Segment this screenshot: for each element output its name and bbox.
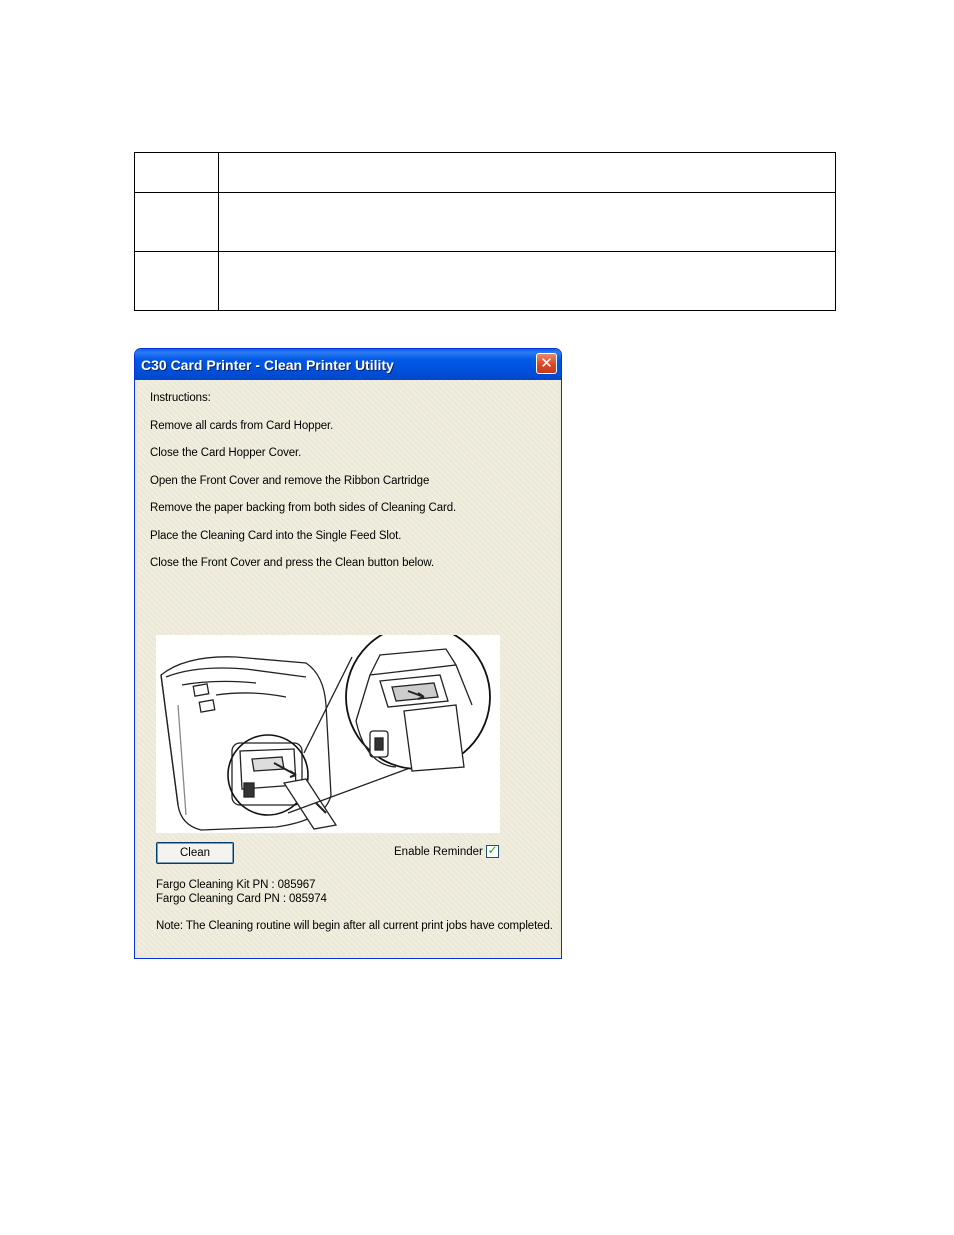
clean-button-label: Clean bbox=[179, 847, 211, 859]
step-cell bbox=[135, 153, 219, 193]
dialog-title: C30 Card Printer - Clean Printer Utility bbox=[141, 357, 394, 373]
clean-printer-dialog bbox=[134, 348, 562, 959]
title-bar[interactable] bbox=[135, 349, 561, 380]
instructions-heading: Instructions: bbox=[150, 392, 211, 404]
clean-button[interactable] bbox=[156, 842, 234, 864]
step-desc-cell bbox=[219, 153, 836, 193]
close-icon: ✕ bbox=[540, 354, 553, 372]
dialog-client-area bbox=[138, 380, 558, 955]
cleaning-card-pn: Fargo Cleaning Card PN : 085974 bbox=[156, 893, 327, 905]
enable-reminder-checkbox[interactable] bbox=[486, 845, 499, 858]
cleaning-kit-pn: Fargo Cleaning Kit PN : 085967 bbox=[156, 879, 316, 891]
instruction-line: Remove the paper backing from both sides of Cleaning Card. bbox=[150, 502, 457, 514]
step-cell bbox=[135, 252, 219, 311]
card-printer-cleaning-illustration bbox=[156, 635, 500, 833]
step-cell bbox=[135, 193, 219, 252]
instruction-line: Place the Cleaning Card into the Single Feed Slot. bbox=[150, 530, 402, 542]
instruction-line: Close the Front Cover and press the Clean button below. bbox=[150, 557, 435, 569]
cleaning-note: Note: The Cleaning routine will begin after all current print jobs have completed. bbox=[156, 920, 553, 932]
step-desc-cell bbox=[219, 252, 836, 311]
instruction-line: Close the Card Hopper Cover. bbox=[150, 447, 302, 459]
close-button[interactable] bbox=[536, 353, 557, 374]
step-desc-cell bbox=[219, 193, 836, 252]
instruction-line: Open the Front Cover and remove the Ribbon Cartridge bbox=[150, 475, 430, 487]
checkmark-icon: ✓ bbox=[487, 843, 498, 857]
step-table bbox=[134, 152, 836, 311]
enable-reminder-label: Enable Reminder bbox=[394, 846, 483, 858]
instruction-line: Remove all cards from Card Hopper. bbox=[150, 420, 334, 432]
